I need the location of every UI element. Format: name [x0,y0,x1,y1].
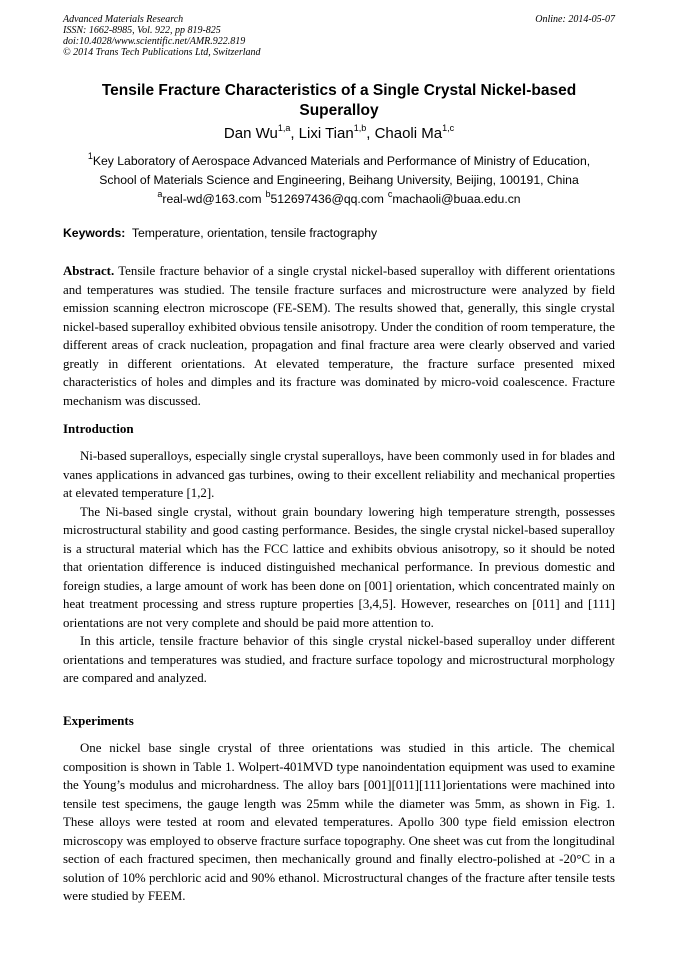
author-name: Chaoli Ma [374,125,443,142]
introduction-heading: Introduction [63,421,134,436]
author-affil-mark: 1,b [353,123,367,133]
email-mark: b [265,188,271,199]
paragraph: In this article, tensile fracture behavior of this single crystal nickel-based superalloy under different orientations and temperatures was studied, and fracture surface topology and microstructural morphology are compared and analyzed. [63,634,615,685]
abstract [63,262,615,410]
affiliation-line-2: School of Materials Science and Engineering, Beihang University, Beijing, 100191, China [99,173,579,187]
paragraph: The Ni-based single crystal, without grain boundary lowering high temperature strength, possesses microstructural stability and good casting performance. Besides, the single crystal nickel-based superalloy is a structural material which has the FCC lattice and exhibits obvious anisotropy, so it should be noted that orientation difference is induced distinguished mechanical performance. In previous domestic and foreign studies, a large amount of work has been done on [001] orientation, which concentrated mainly on heat treatment processing and stress rupture properties [3,4,5]. However, researches on [011] and [111] orientations are not very complete and should be paid more attention to. [63,504,615,630]
experiments-body [63,739,615,906]
online-date: Online: 2014-05-07 [535,14,615,25]
abstract-text: Tensile fracture behavior of a single crystal nickel-based superalloy with different orientations and temperatures was studied. The tensile fracture surfaces and microstructure were analyzed by field emission scanning electron microscope (FE-SEM). The results showed that, generally, this single crystal nickel-based superalloy exhibited obvious tensile anisotropy. Under the condition of room temperature, the different areas of crack nucleation, propagation and final fracture area were clearly observed and varied greatly in different orientations. At elevated temperature, the fracture surface presented mixed characteristics of holes and dimples and its fracture was dominated by micro-void coalescence. Fracture mechanism was discussed. [63,264,615,408]
affiliation-line-1: $^1$Key Laboratory of Aerospace Advanced Materials and Performance of Ministry of Education, [87,150,591,168]
author-separator: , [290,125,299,142]
keywords-text: Temperature, orientation, tensile fractography [131,226,378,240]
paragraph: Ni-based superalloys, especially single crystal superalloys, have been commonly used in for blades and vanes applications in advanced gas turbines, owing to their excellent reliability and mechanical properties at elevated temperature [1,2]. [63,449,615,500]
author-separator: , [366,125,375,142]
paragraph: One nickel base single crystal of three orientations was studied in this article. The chemical composition is shown in Table 1. Wolpert-401MVD type nanoindentation equipment was used to examine the Young’s modulus and microhardness. The alloy bars [001][011][111]orientations were machined into tensile test specimens, the gauge length was 25mm while the diameter was 5mm, as shown in Fig. 1. These alloys were tested at room and elevated temperatures. Apollo 300 type field emission electron microscopy was employed to observe fracture surface topography. One sheet was cut from the longitudinal section of each fractured specimen, then mechanically ground and finally electro-polished at -20°C in a solution of 10% perchloric acid and 90% ethanol. Microstructural changes of the fracture after tensile tests were studied by FEEM. [63,741,615,903]
affiliation-mark: 1 [87,150,93,161]
abstract-label: Abstract. [63,264,115,278]
author-name: Dan Wu [223,125,278,142]
author-list [63,124,615,144]
email-mark: c [387,188,393,199]
copyright-line: © 2014 Trans Tech Publications Ltd, Switzerland [63,47,261,58]
introduction-body [63,447,615,688]
issn-line: ISSN: 1662-8985, Vol. 922, pp 819-825 [63,25,221,36]
email-address[interactable]: machaoli@buaa.edu.cn [392,192,521,206]
journal-header [63,14,615,58]
paper-title: Tensile Fracture Characteristics of a Single Crystal Nickel-based Superalloy [101,82,577,119]
journal-name: Advanced Materials Research [63,14,184,25]
doi-line: doi:10.4028/www.scientific.net/AMR.922.819 [63,36,246,47]
email-address[interactable]: 512697436@qq.com [270,192,384,206]
author-name: Lixi Tian [298,125,354,142]
email-address[interactable]: real-wd@163.com [162,192,262,206]
keywords [63,225,615,241]
email-mark: a [157,188,163,199]
author-affil-mark: 1,a [277,123,291,133]
email-list [63,190,615,208]
author-affil-mark: 1,c [442,123,455,133]
affiliation [63,152,615,190]
experiments-heading: Experiments [63,713,134,728]
keywords-label: Keywords: [63,226,126,240]
